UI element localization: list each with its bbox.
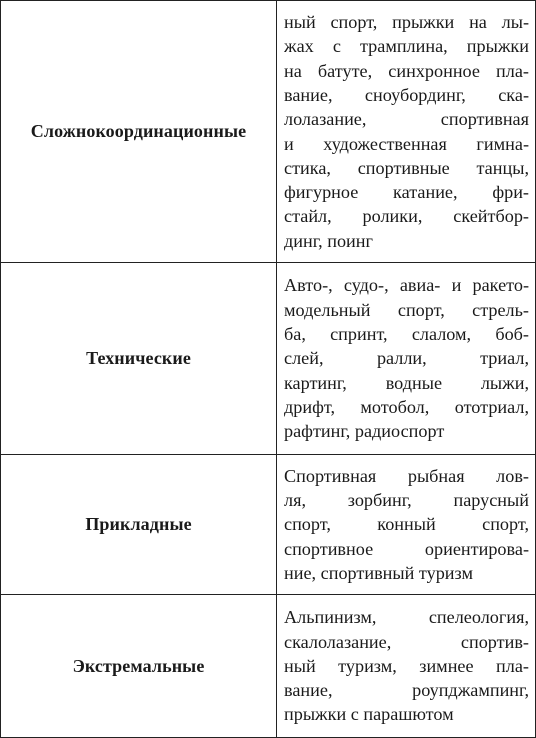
category-name: Технические [1,263,277,455]
description-line: спортивное ориентирова- [284,538,529,559]
description-line: Альпинизм, спелеология, [284,607,529,628]
description-line: жах с трамплина, прыжки [284,36,529,57]
description-line: динг, поинг [284,230,373,251]
description-line: ля, зорбинг, парусный [284,490,529,511]
category-description [277,595,536,738]
description-line: ба, спринт, слалом, боб- [284,324,529,345]
description-line: слей, ралли, триал, [284,348,529,369]
table-row [1,455,536,595]
description-line: прыжки с парашютом [284,704,454,725]
description-line: вание, сноубординг, ска- [284,84,529,105]
description-line: ный туризм, зимнее пла- [284,655,529,676]
description-line: дрифт, мотобол, ототриал, [284,396,529,417]
description-line: ный спорт, прыжки на лы- [284,12,529,33]
description-line: лолазание, спортивная [284,109,529,130]
description-line: стика, спортивные танцы, [284,157,529,178]
table-row [1,1,536,263]
description-line: Спортивная рыбная лов- [284,465,529,486]
table-row [1,263,536,455]
description-line: на батуте, синхронное пла- [284,60,529,81]
description-line: вание, роупджампинг, [284,680,529,701]
category-description [277,455,536,595]
description-line: рафтинг, радиоспорт [284,421,445,442]
description-line: Авто-, судо-, авиа- и ракето- [284,275,529,296]
description-line: ние, спортивный туризм [284,562,473,583]
category-name: Сложнокоординационные [1,1,277,263]
category-description [277,263,536,455]
description-line: скалолазание, спортив- [284,631,529,652]
description-line: спорт, конный спорт, [284,514,529,535]
category-name: Экстремальные [1,595,277,738]
category-name: Прикладные [1,455,277,595]
description-line: картинг, водные лыжи, [284,372,529,393]
table-row [1,595,536,738]
description-line: стайл, ролики, скейтбор- [284,206,529,227]
description-line: модельный спорт, стрель- [284,299,529,320]
description-line: фигурное катание, фри- [284,182,529,203]
description-line: и художественная гимна- [284,133,529,154]
category-description [277,1,536,263]
